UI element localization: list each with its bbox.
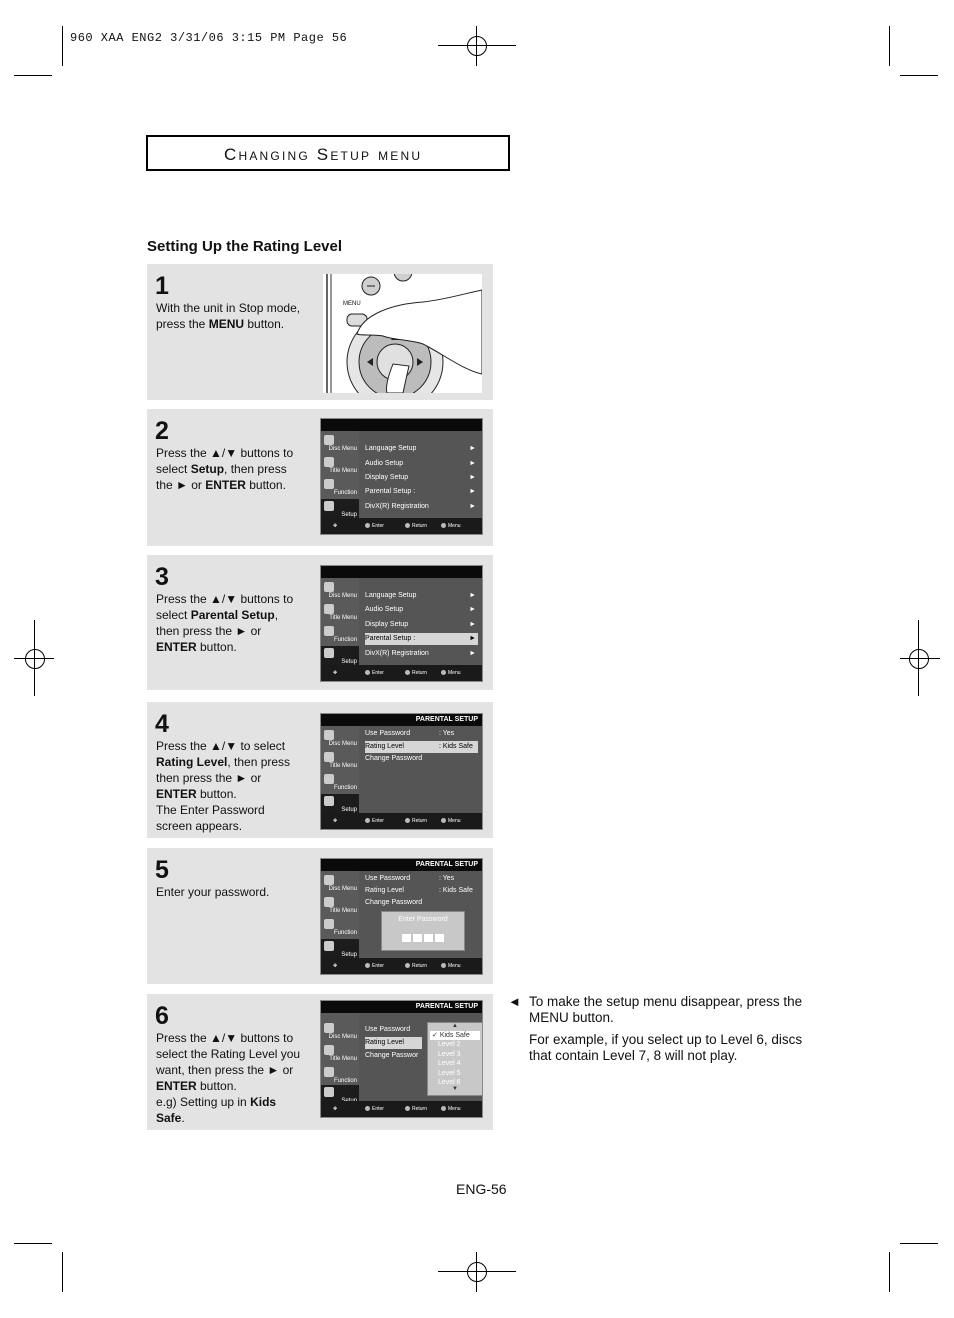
side-item-function: Function (321, 1065, 359, 1085)
step-text: With the unit in Stop mode, press the MENU button. (156, 301, 301, 331)
remote-hand-image (323, 274, 482, 393)
nav-pad-icon: ✥ (333, 818, 338, 824)
step-number: 5 (155, 856, 169, 884)
side-menu (321, 431, 359, 518)
level-option-selected: ✓ Kids Safe (430, 1031, 480, 1040)
scroll-up-icon: ▲ (452, 1023, 458, 1029)
parental-setup-screen (320, 713, 483, 830)
rating-level-dropdown (427, 1022, 483, 1096)
gear-icon (324, 941, 334, 951)
nav-pad-icon: ✥ (333, 523, 338, 529)
screen-bottom-bar: ✥ Enter Return Menu (321, 665, 482, 681)
parental-menu-list (359, 871, 482, 958)
crop-mark (14, 75, 52, 76)
menu-row: Audio Setup ► (365, 460, 476, 467)
menu-row: Display Setup ► (365, 621, 476, 628)
crop-mark (900, 75, 938, 76)
menu-row: Display Setup ► (365, 474, 476, 481)
side-menu (321, 1013, 359, 1101)
note-line-1: To make the setup menu disappear, press the MENU button. (529, 994, 803, 1025)
side-item-disc-menu: Disc Menu (321, 1021, 359, 1041)
side-item-function: Function (321, 772, 359, 792)
step-5 (147, 848, 493, 984)
nav-pad-icon: ✥ (333, 1106, 338, 1112)
step-4 (147, 702, 493, 838)
step-text: Press the ▲/▼ buttons to select Parental Setup, then press the ► or ENTER button. (156, 592, 294, 654)
side-menu (321, 726, 359, 813)
screen-bottom-bar: ✥ Enter Return Menu (321, 958, 482, 974)
menu-row: Language Setup ► (365, 592, 476, 599)
rating-level-screen (320, 1000, 483, 1118)
crop-mark (889, 1252, 890, 1292)
step-3 (147, 555, 493, 690)
screen-title-bar (321, 566, 482, 578)
side-item-setup: Setup (321, 499, 359, 519)
chapter-title-box (146, 135, 510, 171)
use-password-row: Use Password (365, 1026, 411, 1033)
step-number: 1 (155, 272, 169, 300)
enter-password-screen (320, 858, 483, 975)
setup-menu-screen (320, 418, 483, 535)
step-number: 3 (155, 563, 169, 591)
remote-illustration (323, 274, 482, 393)
screen-title-bar (321, 419, 482, 431)
side-item-title-menu: Title Menu (321, 1043, 359, 1063)
enter-password-label: Enter Password (398, 916, 448, 923)
step-6 (147, 994, 493, 1130)
level-option: Level 3 (438, 1051, 461, 1058)
side-item-setup: Setup (321, 646, 359, 666)
menu-row: DivX(R) Registration ► (365, 503, 476, 510)
parental-menu-list (359, 1013, 482, 1101)
step-1 (147, 264, 493, 400)
crop-mark (14, 1243, 52, 1244)
screen-title-bar: PARENTAL SETUP (321, 1001, 482, 1013)
side-menu (321, 871, 359, 958)
side-item-setup: Setup (321, 939, 359, 959)
screen-bottom-bar: ✥ Enter Return Menu (321, 1101, 482, 1117)
menu-row: DivX(R) Registration ► (365, 650, 476, 657)
crop-mark (900, 1243, 938, 1244)
print-header: 960 XAA ENG2 3/31/06 3:15 PM Page 56 (70, 31, 348, 45)
side-item-title-menu: Title Menu (321, 455, 359, 475)
crop-mark (62, 26, 63, 66)
side-item-disc-menu: Disc Menu (321, 873, 359, 893)
title-icon (324, 752, 334, 762)
side-item-function: Function (321, 917, 359, 937)
registration-mark (467, 36, 487, 56)
registration-mark (467, 1262, 487, 1282)
step-text: Press the ▲/▼ to select Rating Level, then press then press the ► or ENTER button. The Enter Password screen appears. (156, 739, 291, 833)
scroll-down-icon: ▼ (452, 1086, 458, 1092)
registration-mark (909, 649, 929, 669)
registration-mark (25, 649, 45, 669)
nav-pad-icon: ✥ (333, 963, 338, 969)
screen-title-bar: PARENTAL SETUP (321, 714, 482, 726)
step-number: 2 (155, 417, 169, 445)
parental-menu-list (359, 726, 482, 813)
note-arrow-icon: ◄ (508, 994, 521, 1009)
screen-bottom-bar: ✥ Enter Return Menu (321, 813, 482, 829)
gear-icon (324, 648, 334, 658)
side-item-disc-menu: Disc Menu (321, 728, 359, 748)
password-boxes (402, 934, 444, 942)
level-option: Level 6 (438, 1079, 461, 1086)
screen-title-bar: PARENTAL SETUP (321, 859, 482, 871)
side-item-disc-menu: Disc Menu (321, 433, 359, 453)
disc-icon (324, 875, 334, 885)
menu-row: Audio Setup ► (365, 606, 476, 613)
level-option: Level 2 (438, 1041, 461, 1048)
step-2 (147, 409, 493, 546)
gear-icon (324, 796, 334, 806)
side-item-function: Function (321, 624, 359, 644)
step-number: 6 (155, 1002, 169, 1030)
title-icon (324, 897, 334, 907)
function-icon (324, 479, 334, 489)
side-item-title-menu: Title Menu (321, 895, 359, 915)
change-password-row: Change Password (365, 899, 423, 906)
rating-level-row: Rating Level : Kids Safe (365, 741, 478, 753)
side-item-function: Function (321, 477, 359, 497)
menu-button-label: MENU (343, 301, 361, 307)
side-menu (321, 578, 359, 665)
disc-icon (324, 435, 334, 445)
title-icon (324, 457, 334, 467)
side-item-title-menu: Title Menu (321, 750, 359, 770)
note-line-2: For example, if you select up to Level 6, discs that contain Level 7, 8 will not play. (529, 1032, 803, 1063)
rating-level-row: Rating Level : Kids Safe (365, 887, 473, 894)
setup-menu-list (359, 431, 482, 518)
menu-row: Parental Setup : ► (365, 488, 476, 495)
setup-menu-screen (320, 565, 483, 682)
function-icon (324, 919, 334, 929)
title-icon (324, 604, 334, 614)
step-number: 4 (155, 710, 169, 738)
disc-icon (324, 1023, 334, 1033)
rating-level-row: Rating Level (365, 1037, 422, 1049)
page-number: ENG-56 (456, 1181, 507, 1197)
crop-mark (889, 26, 890, 66)
gear-icon (324, 501, 334, 511)
gear-icon (324, 1087, 334, 1097)
side-item-disc-menu: Disc Menu (321, 580, 359, 600)
enter-password-dialog (381, 911, 465, 951)
level-option: Level 5 (438, 1070, 461, 1077)
disc-icon (324, 582, 334, 592)
use-password-row: Use Password : Yes (365, 875, 455, 882)
side-item-setup: Setup (321, 794, 359, 814)
change-password-row: Change Passwor (365, 1052, 419, 1059)
use-password-row: Use Password : Yes (365, 730, 455, 737)
screen-bottom-bar: ✥ Enter Return Menu (321, 518, 482, 534)
function-icon (324, 774, 334, 784)
nav-pad-icon: ✥ (333, 670, 338, 676)
title-icon (324, 1045, 334, 1055)
crop-mark (62, 1252, 63, 1292)
menu-row: Language Setup ► (365, 445, 476, 452)
step-text: Press the ▲/▼ buttons to select Setup, then press the ► or ENTER button. (156, 446, 294, 492)
side-item-title-menu: Title Menu (321, 602, 359, 622)
step-text: Press the ▲/▼ buttons to select the Rating Level you want, then press the ► or ENTER button. e.g) Setting up in Kids Safe. (156, 1031, 301, 1125)
disc-icon (324, 730, 334, 740)
step-text: Enter your password. (156, 885, 270, 899)
change-password-row: Change Password (365, 755, 423, 762)
section-title: Setting Up the Rating Level (147, 238, 343, 255)
chapter-title: Changing Setup menu (224, 145, 423, 164)
function-icon (324, 1067, 334, 1077)
setup-menu-list (359, 578, 482, 665)
level-option: Level 4 (438, 1060, 461, 1067)
menu-row-selected: Parental Setup : ► (365, 633, 478, 645)
function-icon (324, 626, 334, 636)
